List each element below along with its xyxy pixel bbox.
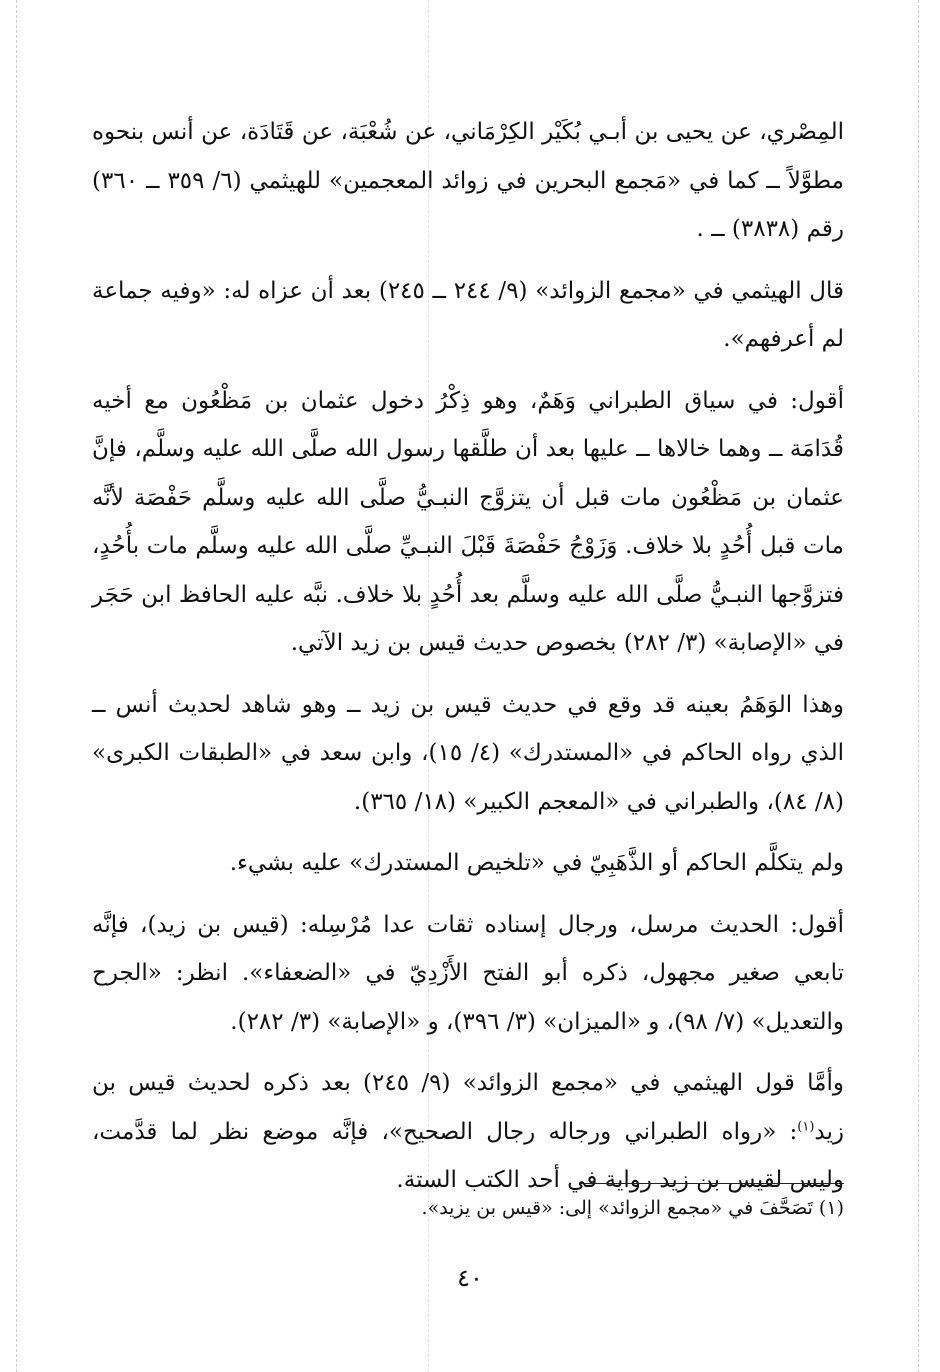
- scan-fold-line-right: [918, 0, 919, 1372]
- page-number: ٤٠: [457, 1264, 483, 1292]
- main-text: [92, 108, 844, 1218]
- paragraph-6: أقول: الحديث مرسل، ورجال إسناده ثقات عدا مُرْسِله: (قيس بن زيد)، فإنَّه تابعي صغير مجهول، ذكره أبو الفتح الأَزْدِيّ في «الضعفاء». انظر: «الجرح والتعديل» (٧/ ٩٨)، و «الميزان» (٣/ ٣٩٦)، و «الإصابة» (٣/ ٢٨٢).: [92, 911, 844, 1035]
- footnote-marker: (١): [797, 1118, 815, 1134]
- paragraph-2: قال الهيثمي في «مجمع الزوائد» (٩/ ٢٤٤ ــ ٢٤٥) بعد أن عزاه له: «وفيه جماعة لم أعرفهم».: [92, 277, 845, 352]
- paragraph-4: وهذا الوَهَمُ بعينه قد وقع في حديث قيس بن زيد ــ وهو شاهد لحديث أنس ــ الذي رواه الحاكم في «المستدرك» (٤/ ١٥)، وابن سعد في «الطبقات الكبرى» (٨/ ٨٤)، والطبراني في «المعجم الكبير» (١٨/ ٣٦٥).: [92, 691, 845, 815]
- footnote: (١) تَصَحَّفَ في «مجمع الزوائد» إلى: «قيس بن يزيد».: [421, 1197, 844, 1219]
- footnote-separator: [580, 1183, 844, 1184]
- scan-fold-line-left: [16, 0, 17, 1372]
- paragraph-1: المِصْري، عن يحيى بن أبـي بُكَيْر الكِرْمَاني، عن شُعْبَة، عن قَتَادَة، عن أنس بنحوه مطوَّلاً ــ كما في «مَجمع البحرين في زوائد المعجمين» للهيثمي (٦/ ٣٥٩ ــ ٣٦٠) رقم (٣٨٣٨) ــ .: [92, 119, 844, 242]
- paragraph-7-text-start: وأمَّا قول الهيثمي في «مجمع الزوائد» (٩/ ٢٤٥) بعد ذكره لحديث قيس بن زيد: [92, 1070, 844, 1145]
- paragraph-3: أقول: في سياق الطبراني وَهَمٌ، وهو ذِكْرُ دخول عثمان بن مَظْعُون مع أخيه قُدَامَة ــ وهما خالاها ــ عليها بعد أن طلَّقها رسول الله صلَّى الله عليه وسلَّم، فإنَّ عثمان بن مَظْعُون مات قبل أن يتزوَّج النبـيُّ صلَّى الله عليه وسلَّم حَفْصَة لأنَّه مات قبل أُحُدٍ بلا خلاف. وَزَوْجُ حَفْصَةَ قَبْلَ النبـيِّ صلَّى الله عليه وسلَّم مات بأُحُدٍ، فتزوَّجها النبـيُّ صلَّى الله عليه وسلَّم بعد أُحُدٍ بلا خلاف. نبَّه عليه الحافظ ابن حَجَر في «الإصابة» (٣/ ٢٨٢) بخصوص حديث قيس بن زيد الآتي.: [92, 387, 844, 656]
- paragraph-7-text-end: : «رواه الطبراني ورجاله رجال الصحيح»، فإنَّه موضع نظر لما قدَّمت، وليس لقيس بن زيد رواية في أحد الكتب الستة.: [92, 1118, 844, 1193]
- paragraph-5: ولم يتكلَّم الحاكم أو الذَّهَبِيّ في «تلخيص المستدرك» عليه بشيء.: [229, 850, 844, 876]
